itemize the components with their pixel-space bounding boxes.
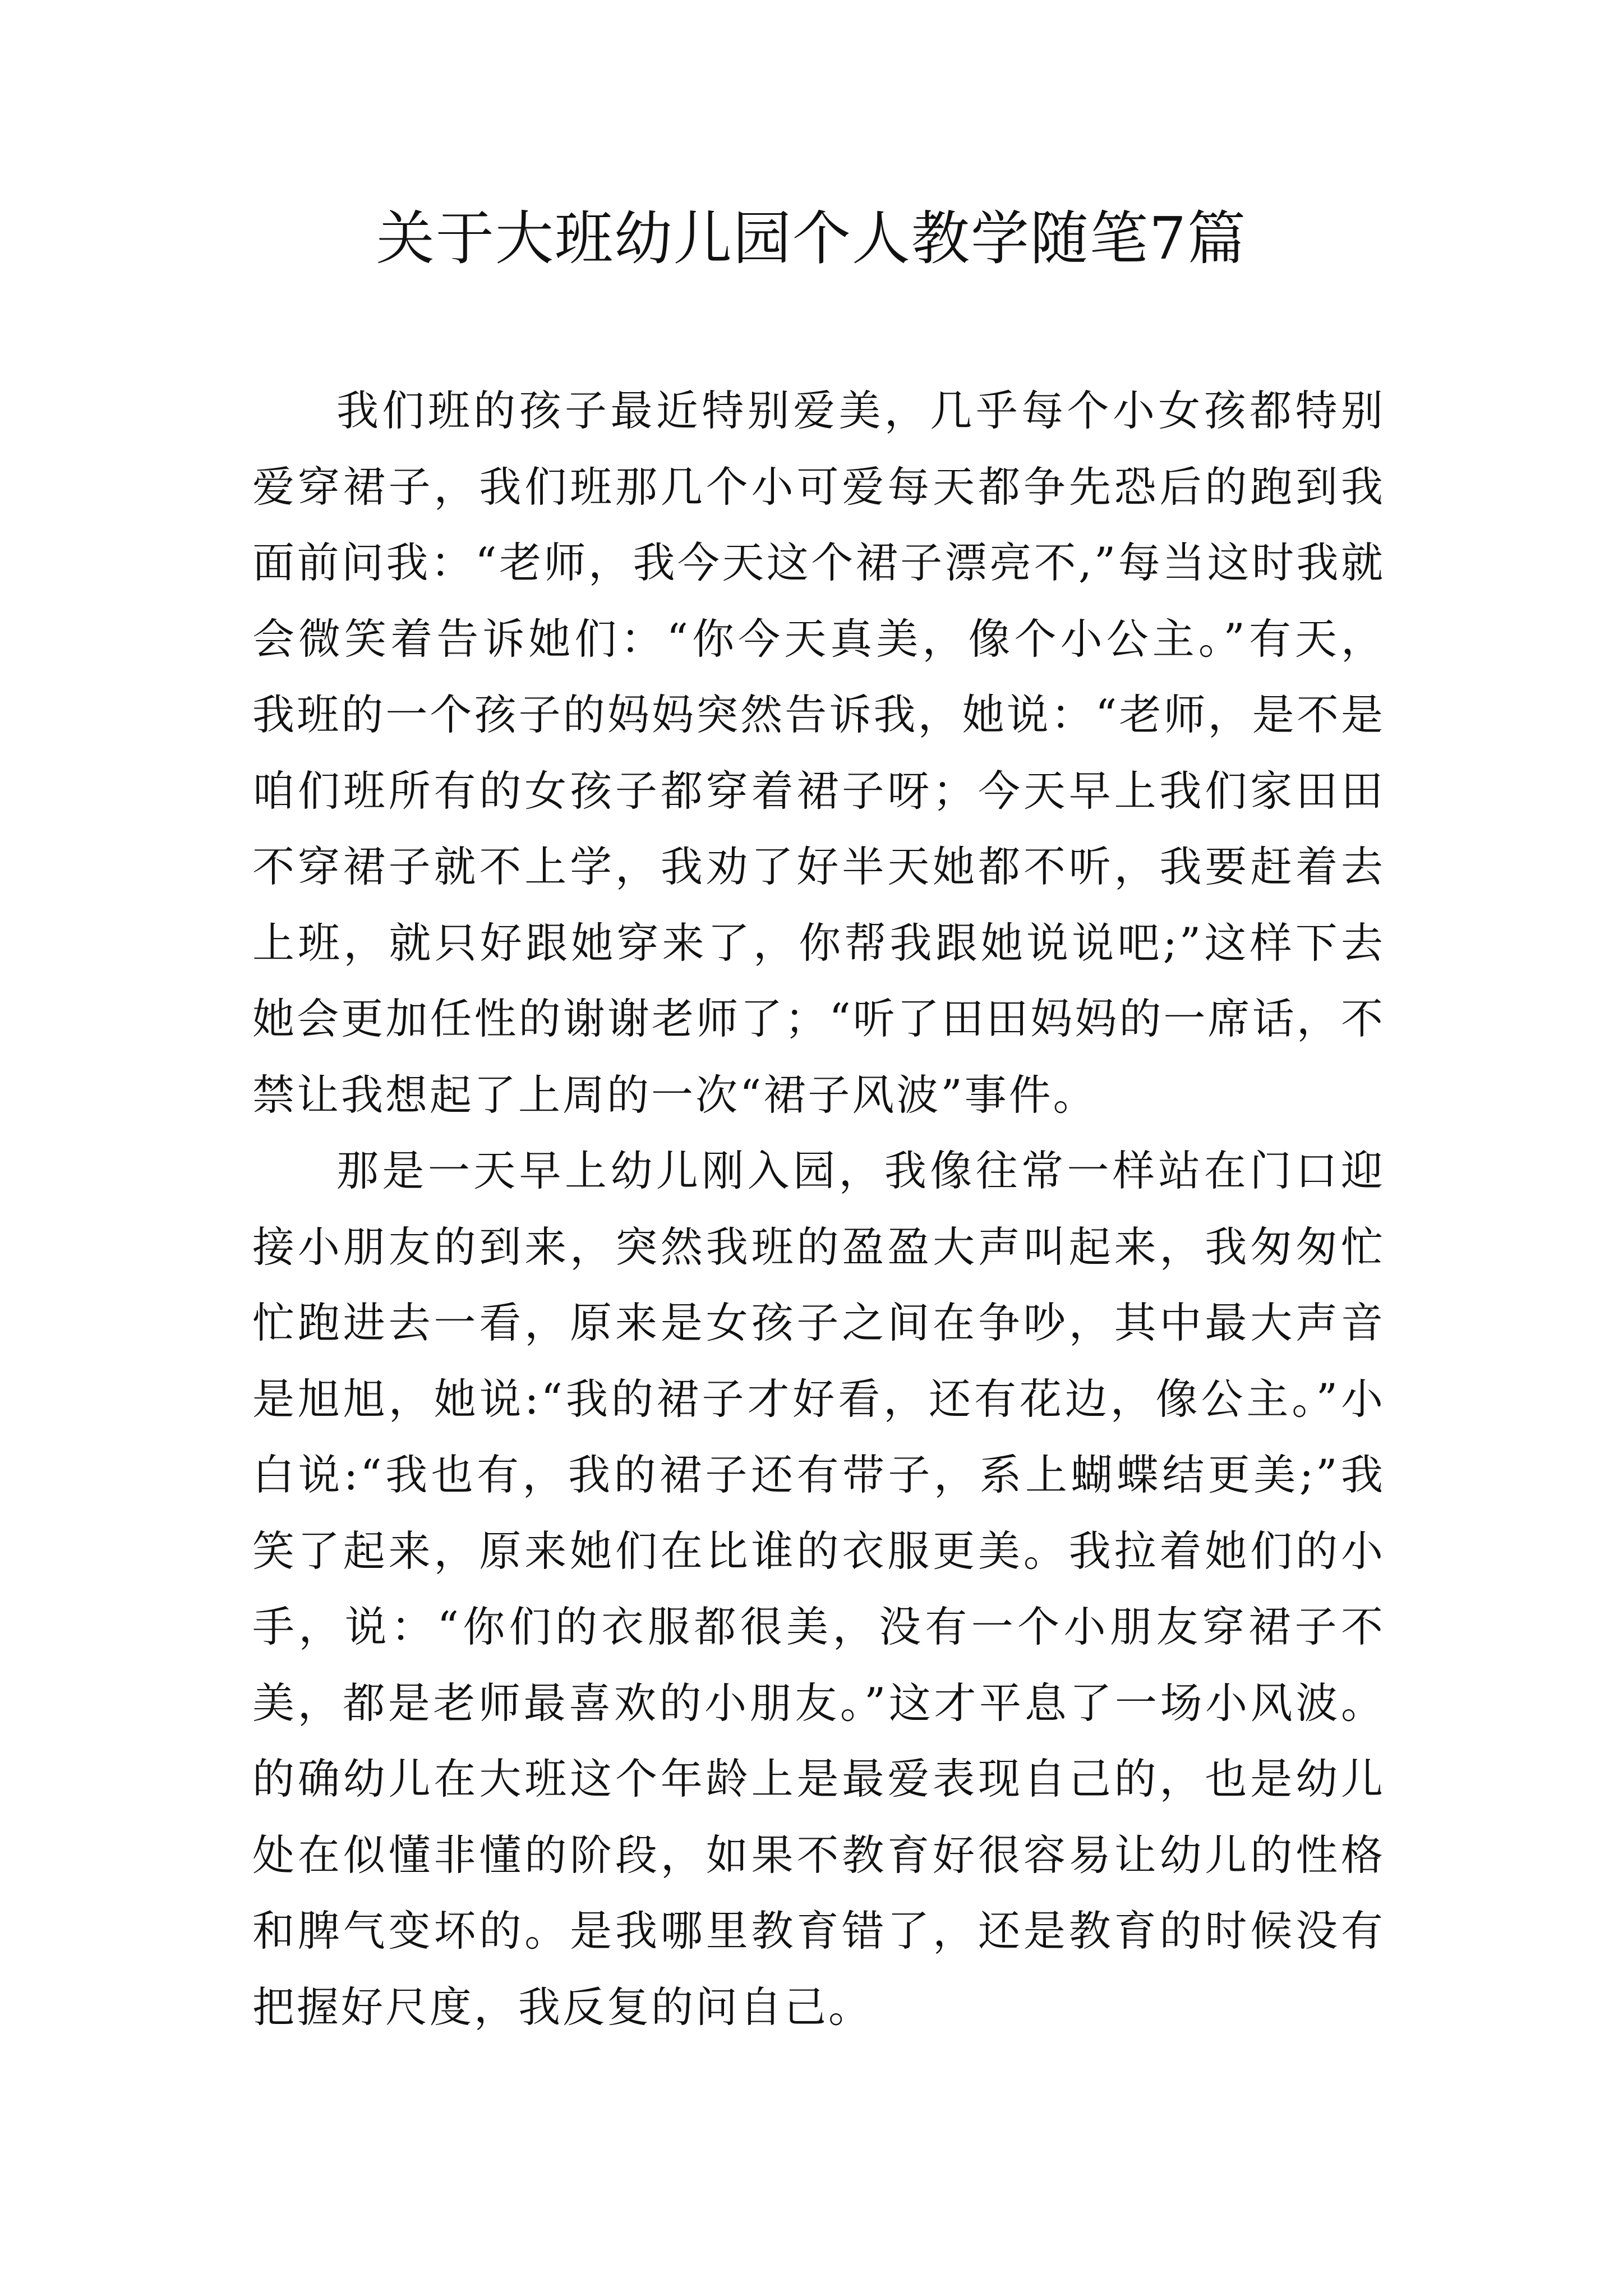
document-body [252, 373, 1385, 2045]
document-title: 关于大班幼儿园个人教学随笔7篇 [376, 204, 1247, 273]
paragraph-1: 我们班的孩子最近特别爱美，几乎每个小女孩都特别爱穿裙子，我们班那几个小可爱每天都争先恐后的跑到我面前问我：“老师，我今天这个裙子漂亮不,”每当这时我就会微笑着告诉她们：“你今天真美，像个小公主。”有天，我班的一个孩子的妈妈突然告诉我，她说：“老师，是不是咱们班所有的女孩子都穿着裙子呀；今天早上我们家田田不穿裙子就不上学，我劝了好半天她都不听，我要赶着去上班，就只好跟她穿来了，你帮我跟她说说吧;”这样下去她会更加任性的谢谢老师了；“听了田田妈妈的一席话，不禁让我想起了上周的一次“裙子风波”事件。 [252, 386, 1385, 1120]
paragraph-2: 那是一天早上幼儿刚入园，我像往常一样站在门口迎接小朋友的到来，突然我班的盈盈大声叫起来，我匆匆忙忙跑进去一看，原来是女孩子之间在争吵，其中最大声音是旭旭，她说:“我的裙子才好看，还有花边，像公主。”小白说:“我也有，我的裙子还有带子，系上蝴蝶结更美;”我笑了起来，原来她们在比谁的衣服更美。我拉着她们的小手，说：“你们的衣服都很美，没有一个小朋友穿裙子不美，都是老师最喜欢的小朋友。”这才平息了一场小风波。的确幼儿在大班这个年龄上是最爱表现自己的，也是幼儿处在似懂非懂的阶段，如果不教育好很容易让幼儿的性格和脾气变坏的。是我哪里教育错了，还是教育的时候没有把握好尺度，我反复的问自己。 [252, 1146, 1385, 2032]
